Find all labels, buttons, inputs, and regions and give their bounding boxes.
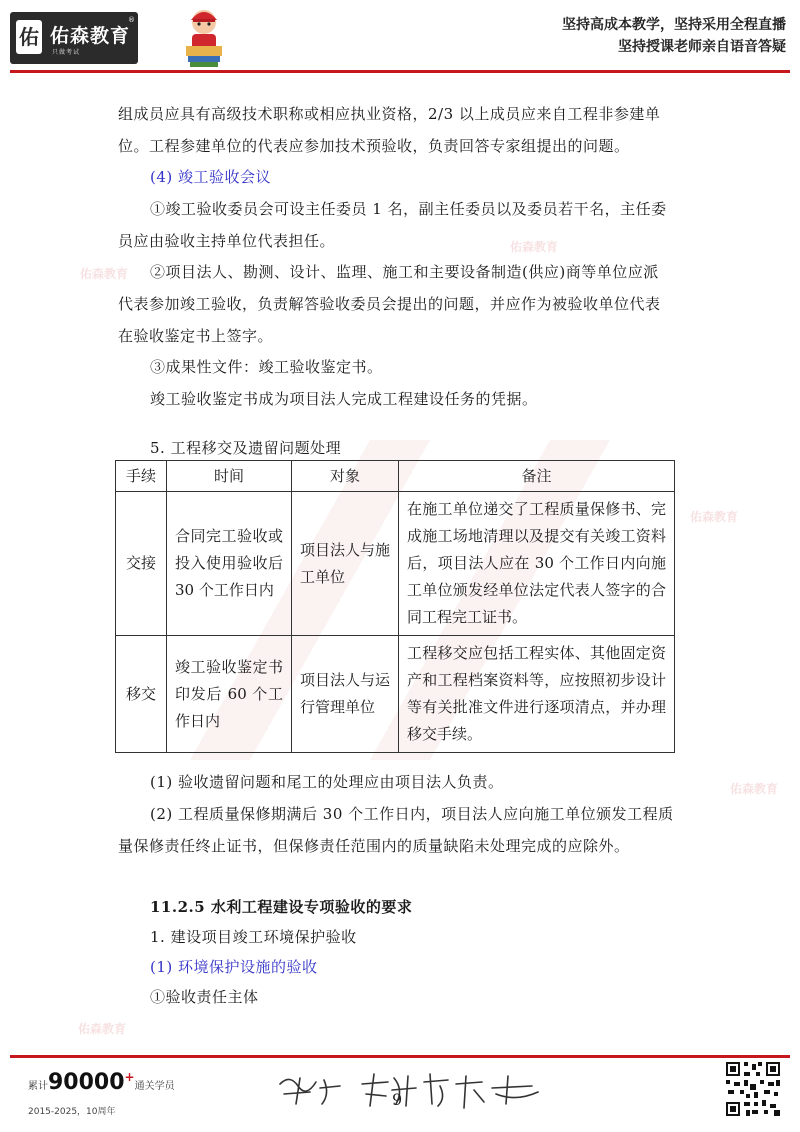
body-paragraph-line: 代表参加竣工验收，负责解答验收委员会提出的问题，并应作为被验收单位代表 <box>118 295 661 313</box>
subheading-acceptance-meeting: (4) 竣工验收会议 <box>150 168 272 186</box>
qr-code-icon <box>724 1060 782 1118</box>
table-cell-time: 竣工验收鉴定书印发后 60 个工作日内 <box>167 636 292 753</box>
logo-tagline: 只做考试 <box>52 49 81 56</box>
watermark-logo: 佑森教育 <box>80 267 129 281</box>
body-paragraph-line: ①竣工验收委员会可设主任委员 1 名，副主任委员以及委员若干名，主任委 <box>150 200 667 218</box>
body-paragraph-line: ③成果性文件：竣工验收鉴定书。 <box>150 358 383 376</box>
footer-stat-number: 90000 <box>48 1070 125 1095</box>
footer-stat <box>28 1070 175 1095</box>
body-paragraph-line: ②项目法人、勘测、设计、监理、施工和主要设备制造(供应)商等单位应派 <box>150 263 659 281</box>
body-paragraph-line: 在验收鉴定书上签字。 <box>118 327 274 345</box>
handwritten-motto-calligraphy <box>270 1064 550 1114</box>
page-number: 9 <box>392 1090 403 1109</box>
header-slogan-line2: 坚持授课老师亲自语音答疑 <box>618 39 786 55</box>
body-paragraph-line: 位。工程参建单位的代表应参加技术预验收，负责回答专家组提出的问题。 <box>118 137 630 155</box>
table-header-row <box>116 461 675 492</box>
logo-brand-name: 佑森教育 <box>50 25 131 47</box>
table-cell-procedure: 交接 <box>116 492 167 636</box>
body-paragraph-line: 组成员应具有高级技术职称或相应执业资格，2/3 以上成员应来自工程非参建单 <box>118 105 661 123</box>
table-cell-procedure: 移交 <box>116 636 167 753</box>
footer-divider <box>10 1055 790 1058</box>
body-paragraph-line: 量保修责任终止证书，但保修责任范围内的质量缺陷未处理完成的应除外。 <box>118 837 630 855</box>
header-slogan-line1: 坚持高成本教学，坚持采用全程直播 <box>562 17 786 33</box>
body-paragraph-line: 竣工验收鉴定书成为项目法人完成工程建设任务的凭据。 <box>150 390 538 408</box>
handover-table <box>115 460 675 753</box>
table-row <box>116 492 675 636</box>
logo-mark-icon: 佑 <box>16 20 42 54</box>
watermark-logo: 佑森教育 <box>78 1022 127 1036</box>
body-paragraph-line: (2) 工程质量保修期满后 30 个工作日内，项目法人应向施工单位颁发工程质 <box>150 805 674 823</box>
footer-stat-suffix: 通关学员 <box>134 1081 175 1092</box>
table-header-cell: 备注 <box>399 461 675 492</box>
table-header-cell: 手续 <box>116 461 167 492</box>
body-paragraph-line: (1) 验收遗留问题和尾工的处理应由项目法人负责。 <box>150 773 504 791</box>
table-header-cell: 对象 <box>292 461 399 492</box>
table-cell-note: 工程移交应包括工程实体、其他固定资产和工程档案资料等，应按照初步设计等有关批准文件进行逐项清点，并办理移交手续。 <box>399 636 675 753</box>
table-cell-note: 在施工单位递交了工程质量保修书、完成施工场地清理以及提交有关竣工资料后，项目法人应在 30 个工作日内向施工单位颁发经单位法定代表人签字的合同工程完工证书。 <box>399 492 675 636</box>
table-cell-time: 合同完工验收或投入使用验收后 30 个工作日内 <box>167 492 292 636</box>
watermark-logo: 佑森教育 <box>510 240 559 254</box>
section-heading: 11.2.5 水利工程建设专项验收的要求 <box>150 898 413 916</box>
table-cell-party: 项目法人与运行管理单位 <box>292 636 399 753</box>
registered-mark: ® <box>128 16 135 24</box>
table-row <box>116 636 675 753</box>
table-header-cell: 时间 <box>167 461 292 492</box>
body-paragraph-line: 员应由验收主持单位代表担任。 <box>118 232 336 250</box>
footer-stat-prefix: 累计 <box>28 1081 48 1092</box>
body-paragraph-line: ①验收责任主体 <box>150 988 259 1006</box>
table-title: 5. 工程移交及遗留问题处理 <box>150 439 342 457</box>
footer-stat-plus: + <box>124 1070 135 1084</box>
subsection-heading: 1. 建设项目竣工环境保护验收 <box>150 928 357 946</box>
footer-years: 2015-2025，10周年 <box>28 1107 116 1117</box>
subheading-env-facilities: (1) 环境保护设施的验收 <box>150 958 318 976</box>
table-cell-party: 项目法人与施工单位 <box>292 492 399 636</box>
watermark-logo: 佑森教育 <box>730 782 779 796</box>
watermark-logo: 佑森教育 <box>690 510 739 524</box>
